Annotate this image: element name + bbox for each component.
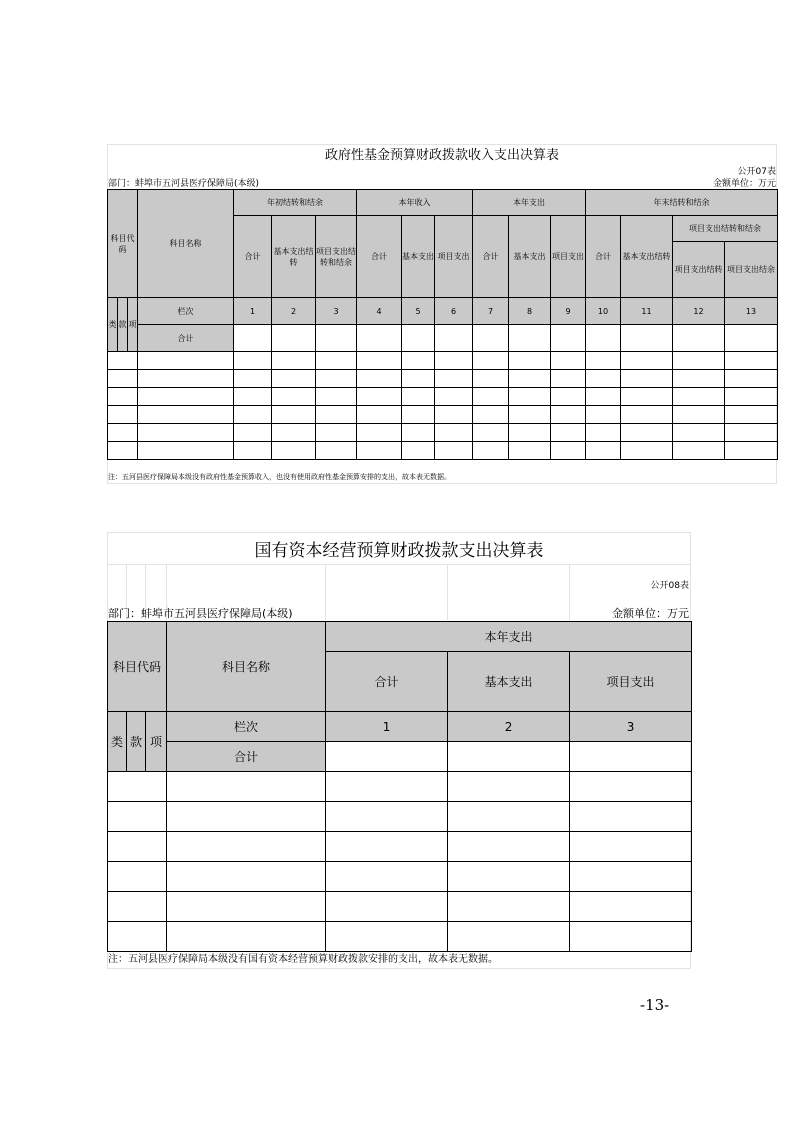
t1-col-header: 基本支出: [509, 216, 551, 298]
table1-title: 政府性基金预算财政拨款收入支出决算表: [324, 148, 559, 163]
t2-col-number: 2: [448, 712, 570, 742]
t1-group-expense: 本年支出: [473, 190, 586, 216]
t2-total-label: 合计: [167, 742, 326, 772]
table1-code: 公开07表: [737, 167, 776, 177]
t2-subject-code-header: 科目代码: [108, 622, 167, 712]
t1-kuan: 款: [118, 298, 128, 352]
t1-group-opening: 年初结转和结余: [234, 190, 357, 216]
t2-col-header: 合计: [326, 652, 448, 712]
table1-unit: 金额单位：万元: [712, 179, 776, 189]
t1-lei: 类: [108, 298, 118, 352]
t1-subject-name-header: 科目名称: [138, 190, 234, 298]
table-row: [108, 388, 778, 406]
table-row: [108, 406, 778, 424]
page-number: -13-: [640, 996, 670, 1014]
t1-col-number: 3: [316, 298, 357, 325]
t2-col-header: 基本支出: [448, 652, 570, 712]
t2-lanci-label: 栏次: [167, 712, 326, 742]
t1-col-number: 10: [586, 298, 621, 325]
t1-col-number: 9: [551, 298, 586, 325]
table-row: [108, 922, 692, 952]
t1-total-label: 合计: [138, 325, 234, 352]
t1-subject-code-header: 科目代码: [108, 190, 138, 298]
t2-xiang: 项: [146, 712, 167, 772]
table1-department: 部门：蚌埠市五河县医疗保障局(本级): [108, 179, 260, 189]
t1-col-number: 8: [509, 298, 551, 325]
t1-col-number: 11: [621, 298, 673, 325]
table2-title: 国有资本经营预算财政拨款支出决算表: [254, 541, 544, 561]
table-row: [108, 832, 692, 862]
t1-xiang: 项: [128, 298, 138, 352]
table-row: [108, 892, 692, 922]
t2-col-number: 1: [326, 712, 448, 742]
t2-kuan: 款: [127, 712, 146, 772]
table2-code: 公开08表: [650, 581, 689, 591]
t1-col-number: 6: [435, 298, 473, 325]
t1-col-header: 合计: [586, 216, 621, 298]
table2-department: 部门：蚌埠市五河县医疗保障局(本级): [108, 607, 293, 620]
table-row: [108, 772, 692, 802]
t1-col-header: 基本支出: [402, 216, 435, 298]
table2-grid: [107, 621, 692, 952]
t1-col-header: 基本支出结转: [621, 216, 673, 298]
t1-col-header: 项目支出结余: [725, 242, 778, 298]
t1-col-number: 7: [473, 298, 509, 325]
t2-group-expense: 本年支出: [326, 622, 692, 652]
t1-col-header: 基本支出结转: [272, 216, 316, 298]
t1-group-income: 本年收入: [357, 190, 473, 216]
t1-col-number: 4: [357, 298, 402, 325]
t1-col-header: 合计: [357, 216, 402, 298]
table1-grid: [107, 189, 778, 460]
table2-note: 注：五河县医疗保障局本级没有国有资本经营预算财政拨款安排的支出，故本表无数据。: [108, 954, 498, 965]
table-row: [108, 424, 778, 442]
t2-col-number: 3: [570, 712, 692, 742]
t1-col-number: 1: [234, 298, 272, 325]
t1-group-closing: 年末结转和结余: [586, 190, 778, 216]
t1-col-header: 项目支出: [551, 216, 586, 298]
table2-unit: 金额单位：万元: [612, 607, 689, 620]
t1-col-header: 项目支出结转和结余: [316, 216, 357, 298]
t1-col-header: 项目支出结转: [673, 242, 725, 298]
t2-col-header: 项目支出: [570, 652, 692, 712]
table-row: [108, 802, 692, 832]
t1-col-header: 合计: [473, 216, 509, 298]
t1-col-header: 合计: [234, 216, 272, 298]
t2-lei: 类: [108, 712, 127, 772]
t1-col-number: 5: [402, 298, 435, 325]
table-row: [108, 352, 778, 370]
t1-col-header: 项目支出: [435, 216, 473, 298]
t1-col-number: 12: [673, 298, 725, 325]
t1-group-project-closing: 项目支出结转和结余: [673, 216, 778, 242]
t1-lanci-label: 栏次: [138, 298, 234, 325]
t1-col-number: 2: [272, 298, 316, 325]
table-row: [108, 370, 778, 388]
table-row: [108, 862, 692, 892]
table1-note: 注：五河县医疗保障局本级没有政府性基金预算收入，也没有使用政府性基金预算安排的支出，故本表无数据。: [108, 473, 451, 481]
table-row: [108, 442, 778, 460]
t2-subject-name-header: 科目名称: [167, 622, 326, 712]
t1-col-number: 13: [725, 298, 778, 325]
